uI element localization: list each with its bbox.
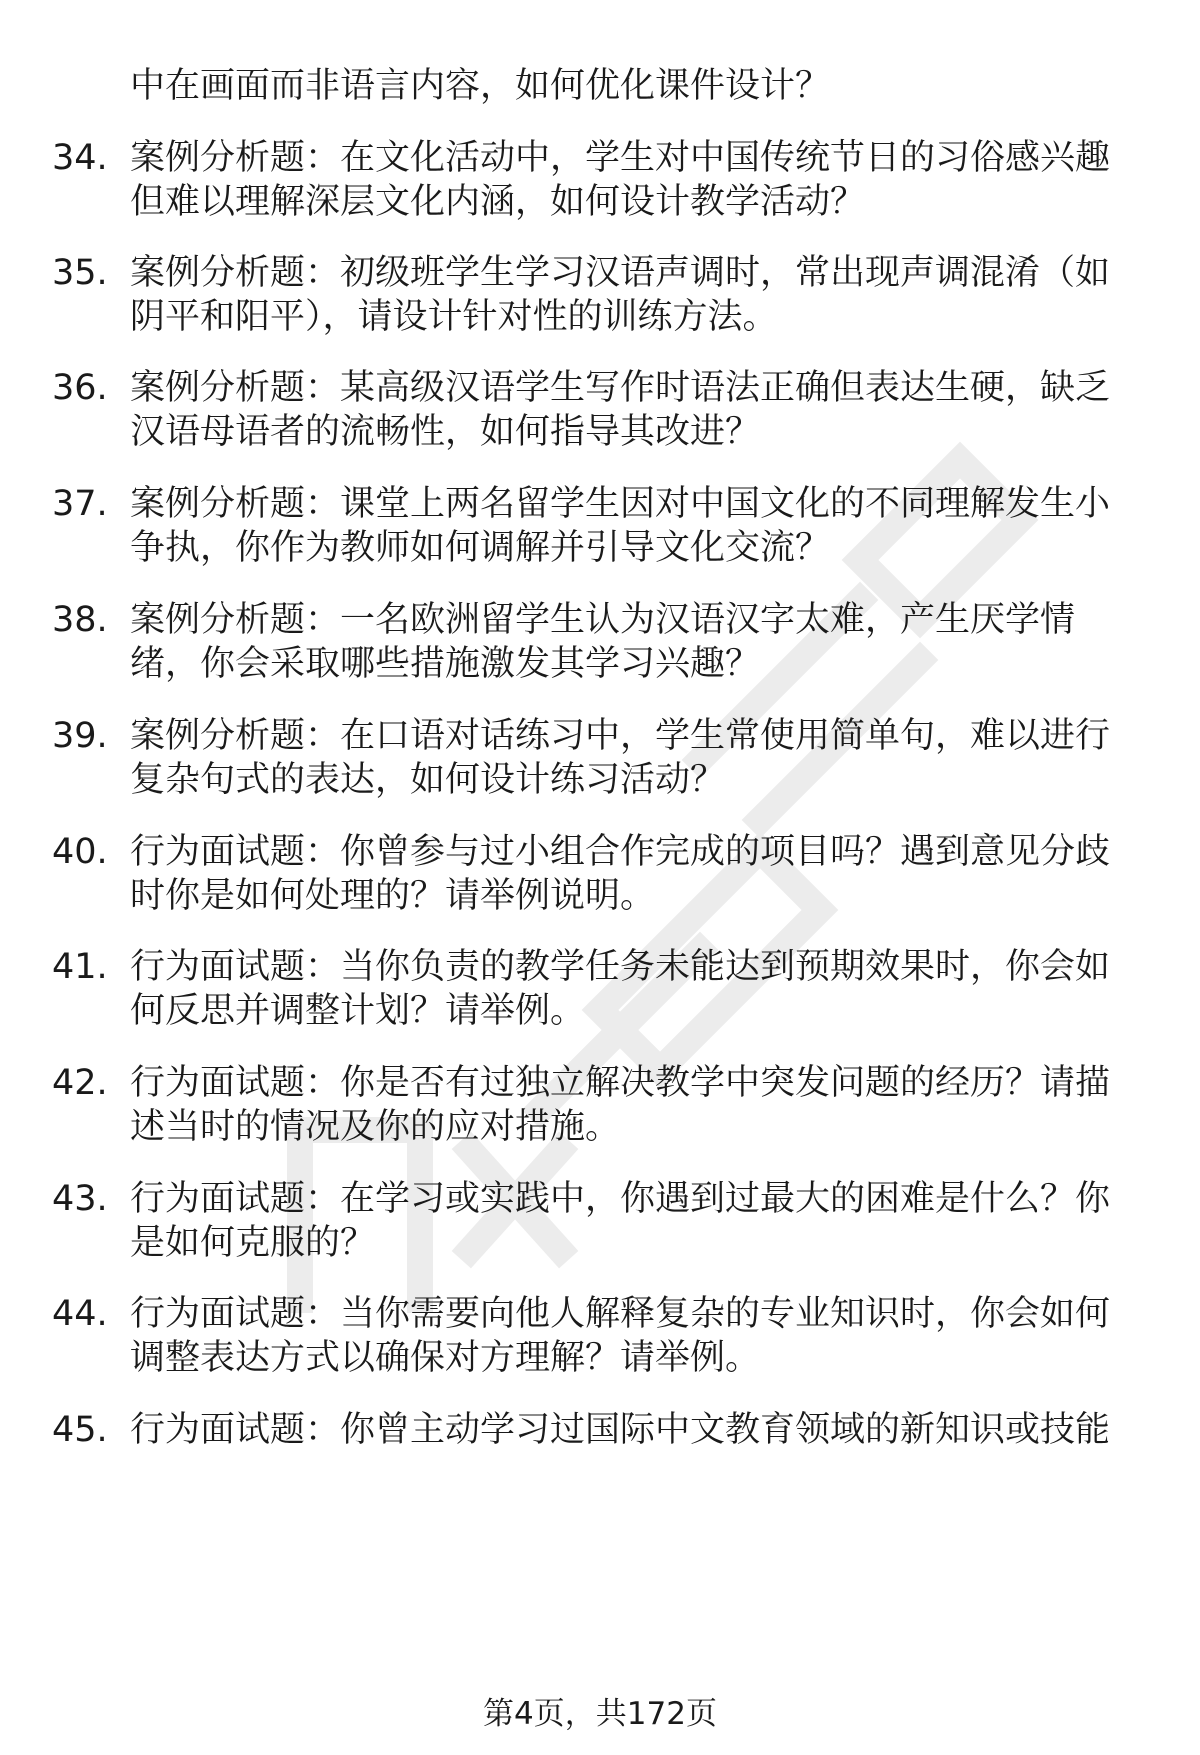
item-number: 35. — [52, 253, 108, 293]
item-text-line: 但难以理解深层文化内涵，如何设计教学活动？ — [130, 182, 866, 222]
item-number: 45. — [52, 1410, 108, 1450]
item-text-line: 案例分析题：课堂上两名留学生因对中国文化的不同理解发生小 — [130, 484, 1111, 524]
item-number: 34. — [52, 138, 108, 178]
continuation-line: 中在画面而非语言内容，如何优化课件设计？ — [130, 66, 831, 106]
item-text-line: 行为面试题：当你负责的教学任务未能达到预期效果时，你会如 — [130, 947, 1111, 987]
item-text-line: 绪，你会采取哪些措施激发其学习兴趣？ — [130, 644, 761, 684]
item-text-line: 争执，你作为教师如何调解并引导文化交流？ — [130, 528, 831, 568]
item-text-line: 行为面试题：在学习或实践中，你遇到过最大的困难是什么？你 — [130, 1179, 1111, 1219]
item-text-line: 调整表达方式以确保对方理解？请举例。 — [130, 1338, 761, 1378]
item-text-line: 汉语母语者的流畅性，如何指导其改进？ — [130, 412, 761, 452]
page-footer: 第4页，共172页 — [483, 1696, 717, 1732]
item-number: 39. — [52, 716, 108, 756]
item-text-line: 时你是如何处理的？请举例说明。 — [130, 876, 656, 916]
item-text-line: 行为面试题：你曾参与过小组合作完成的项目吗？遇到意见分歧 — [130, 832, 1111, 872]
item-text-line: 阴平和阳平），请设计针对性的训练方法。 — [130, 297, 778, 337]
item-number: 38. — [52, 600, 108, 640]
item-text-line: 述当时的情况及你的应对措施。 — [130, 1107, 621, 1147]
item-text-line: 行为面试题：当你需要向他人解释复杂的专业知识时，你会如何 — [130, 1294, 1111, 1334]
item-number: 44. — [52, 1294, 108, 1334]
item-text-line: 案例分析题：初级班学生学习汉语声调时，常出现声调混淆（如 — [130, 253, 1111, 293]
item-text-line: 案例分析题：在文化活动中，学生对中国传统节日的习俗感兴趣 — [130, 138, 1111, 178]
item-number: 41. — [52, 947, 108, 987]
item-text-line: 行为面试题：你是否有过独立解决教学中突发问题的经历？请描 — [130, 1063, 1111, 1103]
item-text-line: 何反思并调整计划？请举例。 — [130, 991, 586, 1031]
item-text-line: 复杂句式的表达，如何设计练习活动？ — [130, 760, 726, 800]
item-number: 43. — [52, 1179, 108, 1219]
item-number: 40. — [52, 832, 108, 872]
item-number: 36. — [52, 368, 108, 408]
item-text-line: 案例分析题：在口语对话练习中，学生常使用简单句，难以进行 — [130, 716, 1111, 756]
item-text-line: 案例分析题：一名欧洲留学生认为汉语汉字太难，产生厌学情 — [130, 600, 1076, 640]
item-number: 42. — [52, 1063, 108, 1103]
item-text-line: 案例分析题：某高级汉语学生写作时语法正确但表达生硬，缺乏 — [130, 368, 1111, 408]
item-text-line: 行为面试题：你曾主动学习过国际中文教育领域的新知识或技能 — [130, 1410, 1111, 1450]
item-number: 37. — [52, 484, 108, 524]
item-text-line: 是如何克服的？ — [130, 1223, 376, 1263]
